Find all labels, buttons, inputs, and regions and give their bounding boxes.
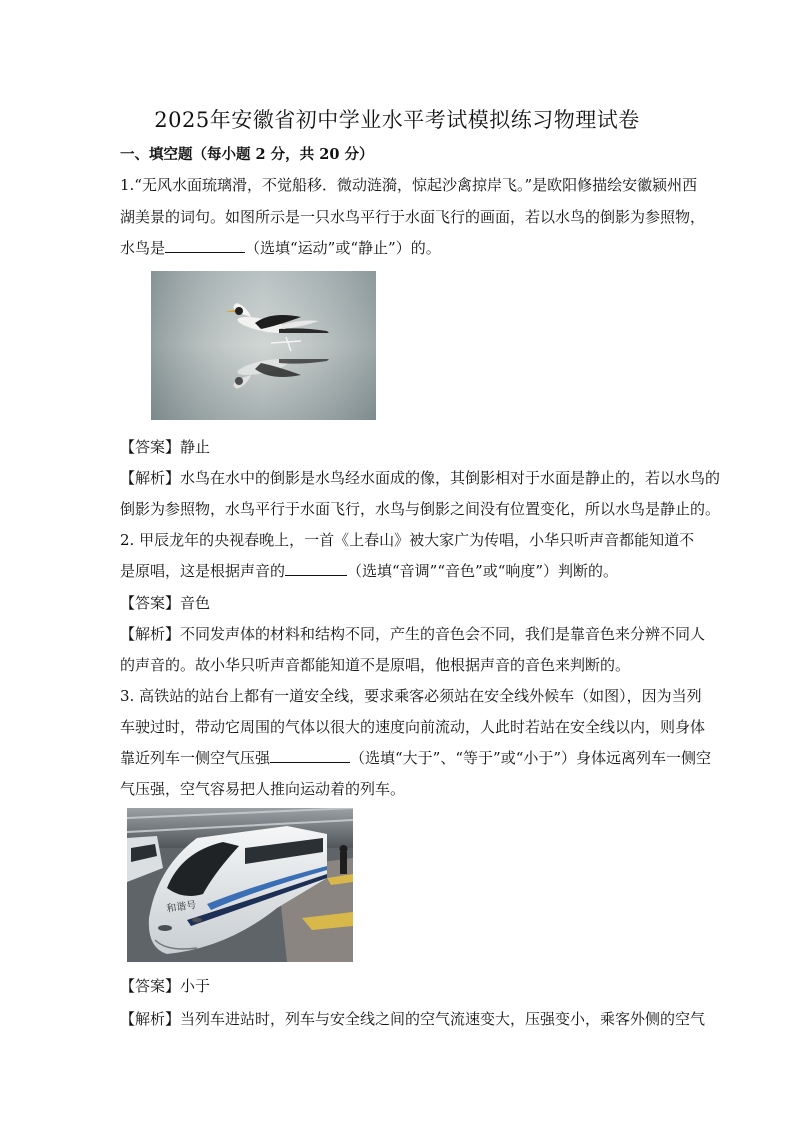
q2-line-1: 2. 甲辰龙年的央视春晚上，一首《上春山》被大家广为传唱，小华只听声音都能知道不 [120,531,695,549]
q1-answer [120,437,680,457]
q2-options-text: （选填“音调”“音色”或“响度”）判断的。 [347,562,619,580]
q2-analysis-line-2: 的声音的。故小华只听声音都能知道不是原唱，他根据声音的音色来判断的。 [120,656,631,674]
q2-line-2 [120,561,680,581]
q3-analysis-text-1: 当列车进站时，列车与安全线之间的空气流速变大，压强变小，乘客外侧的空气 [180,1010,706,1028]
q3-answer [120,976,680,996]
q2-answer [120,593,680,613]
water-bird-photo [151,271,376,420]
q3-line-4: 气压强，空气容易把人推向运动着的列车。 [120,780,406,798]
q1-stem-text: 水鸟是 [120,239,166,257]
page-title: 2025年安徽省初中学业水平考试模拟练习物理试卷 [154,108,640,132]
q1-options-text: （选填“运动”或“静止”）的。 [245,239,441,257]
section-heading: 一、填空题（每小题 2 分，共 20 分） [120,146,374,163]
q1-analysis-line-2: 倒影为参照物，水鸟平行于水面飞行，水鸟与倒影之间没有位置变化，所以水鸟是静止的。 [120,500,721,518]
train-lettering: 和谐号 [165,899,198,915]
q3-line-3 [120,748,712,768]
q3-analysis-line-1 [120,1009,706,1029]
q3-line-2: 车驶过时，带动它周围的气体以很大的速度向前流动，人此时若站在安全线以内，则身体 [120,718,706,736]
q3-line-1: 3. 高铁站的站台上都有一道安全线，要求乘客必须站在安全线外候车（如图），因为当列 [120,687,702,705]
q1-line-3 [120,238,680,258]
q3-options-text: （选填“大于”、“等于”或“小于”）身体远离列车一侧空 [350,749,712,767]
answer-tag: 【答案】 [120,977,181,995]
analysis-tag: 【解析】 [120,469,181,487]
q2-answer-blank [285,561,347,576]
q3-answer-blank [270,748,350,763]
q2-answer-text: 音色 [180,594,211,612]
q1-answer-text: 静止 [180,438,211,456]
answer-tag: 【答案】 [120,594,181,612]
q1-answer-blank [165,238,245,253]
q3-stem-text: 靠近列车一侧空气压强 [120,749,271,767]
q3-answer-text: 小于 [180,977,211,995]
q1-analysis-line-1 [120,468,721,488]
q2-analysis-line-1 [120,624,706,644]
q1-analysis-text-1: 水鸟在水中的倒影是水鸟经水面成的像，其倒影相对于水面是静止的，若以水鸟的 [180,469,721,487]
analysis-tag: 【解析】 [120,625,181,643]
q1-line-2: 湖美景的词句。如图所示是一只水鸟平行于水面飞行的画面，若以水鸟的倒影为参照物， [120,208,706,226]
q2-stem-text: 是原唱，这是根据声音的 [120,562,286,580]
answer-tag: 【答案】 [120,438,181,456]
analysis-tag: 【解析】 [120,1010,181,1028]
high-speed-train-photo [127,808,353,962]
q1-line-1: 1.“无风水面琉璃滑，不觉船移．微动涟漪，惊起沙禽掠岸飞。”是欧阳修描绘安徽颍州西 [120,176,698,194]
q2-analysis-text-1: 不同发声体的材料和结构不同，产生的音色会不同，我们是靠音色来分辨不同人 [180,625,706,643]
